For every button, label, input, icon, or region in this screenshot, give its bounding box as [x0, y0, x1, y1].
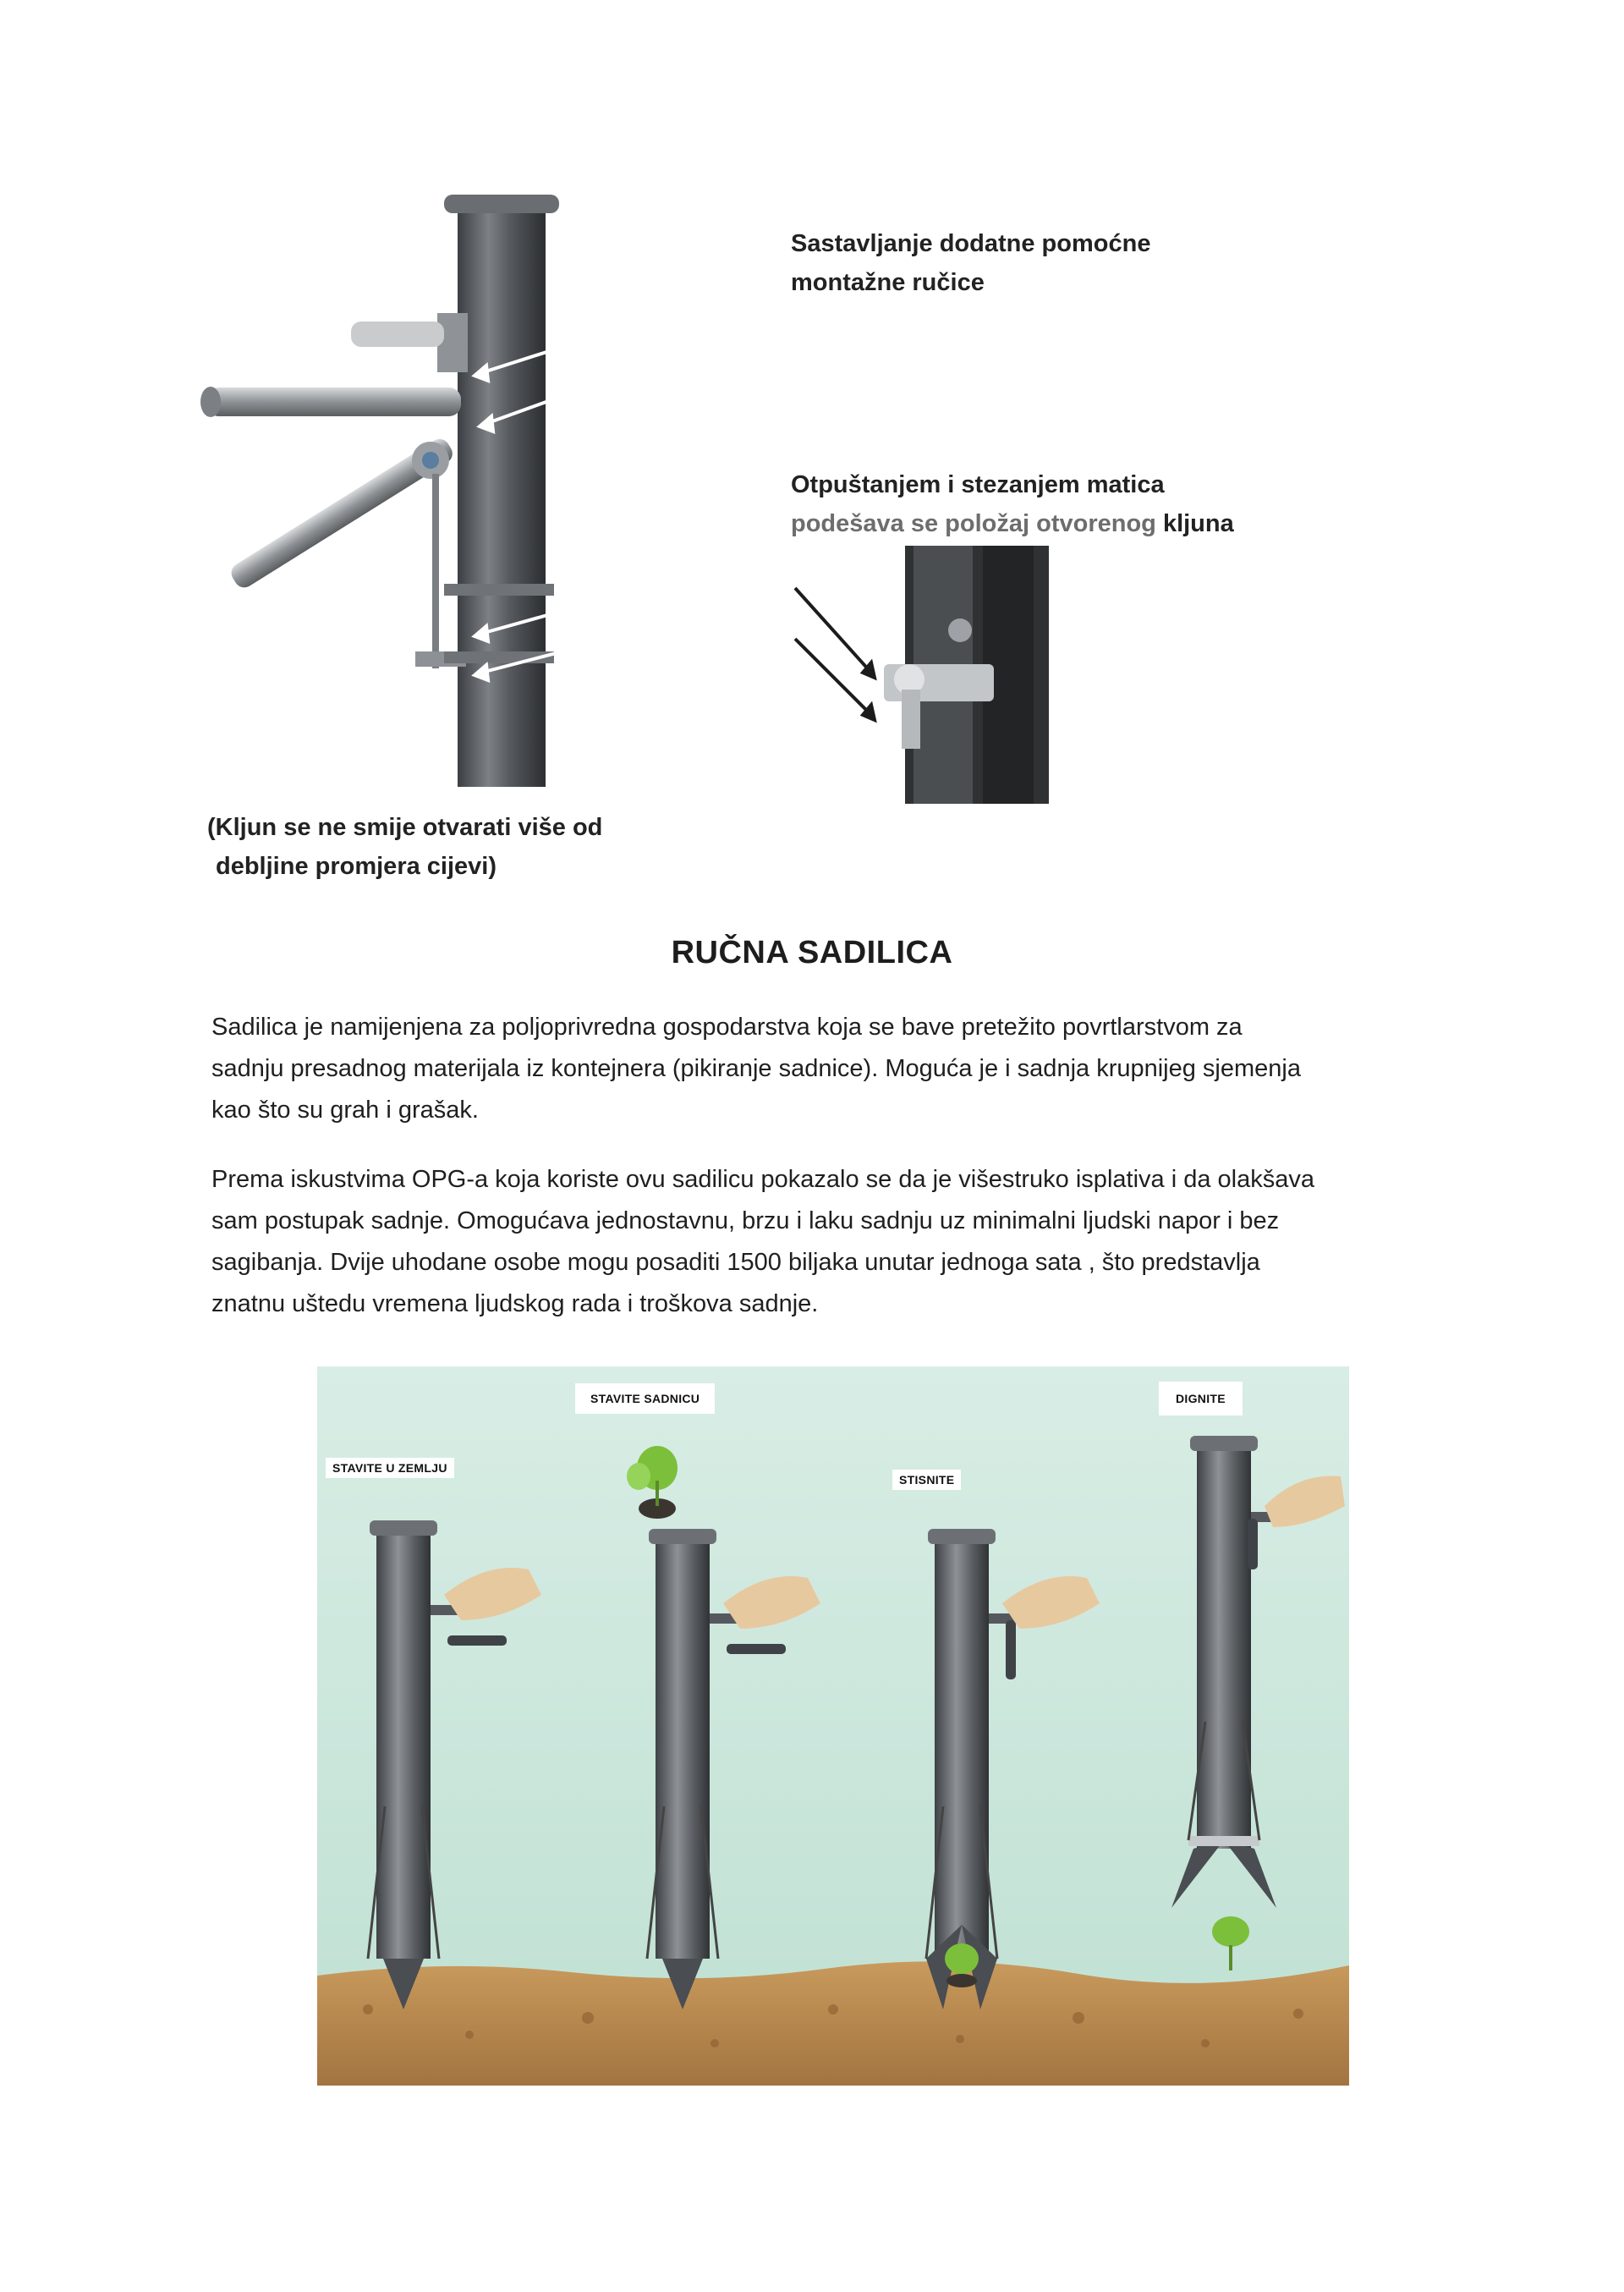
adjustment-caption-bold: kljuna	[1162, 510, 1234, 537]
adjustment-caption	[791, 465, 1383, 543]
opening-note-line1: (Kljun se ne smije otvarati više od	[207, 814, 603, 841]
paragraph-1-line: sadnju presadnog materijala iz kontejnera (pikiranje sadnice). Moguća je i sadnja krupnijeg sjemenja	[211, 1055, 1301, 1082]
assembly-photo	[190, 178, 562, 787]
step-label-1: STAVITE U ZEMLJU	[326, 1458, 454, 1478]
section-title: RUČNA SADILICA	[671, 935, 953, 970]
adjustment-caption-grey: podešava se položaj otvorenog	[791, 510, 1156, 537]
assembly-caption-line1: Sastavljanje dodatne pomoćne	[791, 230, 1151, 257]
paragraph-2-line: sagibanja. Dvije uhodane osobe mogu posaditi 1500 biljaka unutar jednoga sata , što predstavlja	[211, 1249, 1260, 1276]
assembly-caption	[791, 224, 1265, 302]
paragraph-1-line: Sadilica je namijenjena za poljoprivredna gospodarstva koja se bave pretežito povrtlarstvom za	[211, 1014, 1243, 1041]
paragraph-2-line: znatnu uštedu vremena ljudskog rada i troškova sadnje.	[211, 1290, 819, 1317]
opening-note	[207, 808, 757, 886]
step-label-4: DIGNITE	[1159, 1382, 1243, 1415]
paragraph-1-line: kao što su grah i grašak.	[211, 1097, 479, 1124]
step-label-3: STISNITE	[892, 1470, 961, 1490]
nut-closeup-photo	[787, 546, 1049, 804]
adjustment-caption-line1: Otpuštanjem i stezanjem matica	[791, 471, 1165, 498]
adjustment-caption-line2	[791, 504, 1383, 543]
opening-note-line2: debljine promjera cijevi)	[216, 853, 497, 880]
step-label-2: STAVITE SADNICU	[575, 1383, 715, 1414]
paragraph-2	[211, 1159, 1480, 1325]
paragraph-2-line: Prema iskustvima OPG-a koja koriste ovu sadilicu pokazalo se da je višestruko isplativa i da olakšava	[211, 1166, 1314, 1193]
paragraph-1	[211, 1007, 1480, 1131]
planting-steps-illustration	[317, 1366, 1349, 2086]
paragraph-2-line: sam postupak sadnje. Omogućava jednostavnu, brzu i laku sadnju uz minimalni ljudski napor i bez	[211, 1207, 1280, 1234]
assembly-caption-line2: montažne ručice	[791, 269, 985, 296]
